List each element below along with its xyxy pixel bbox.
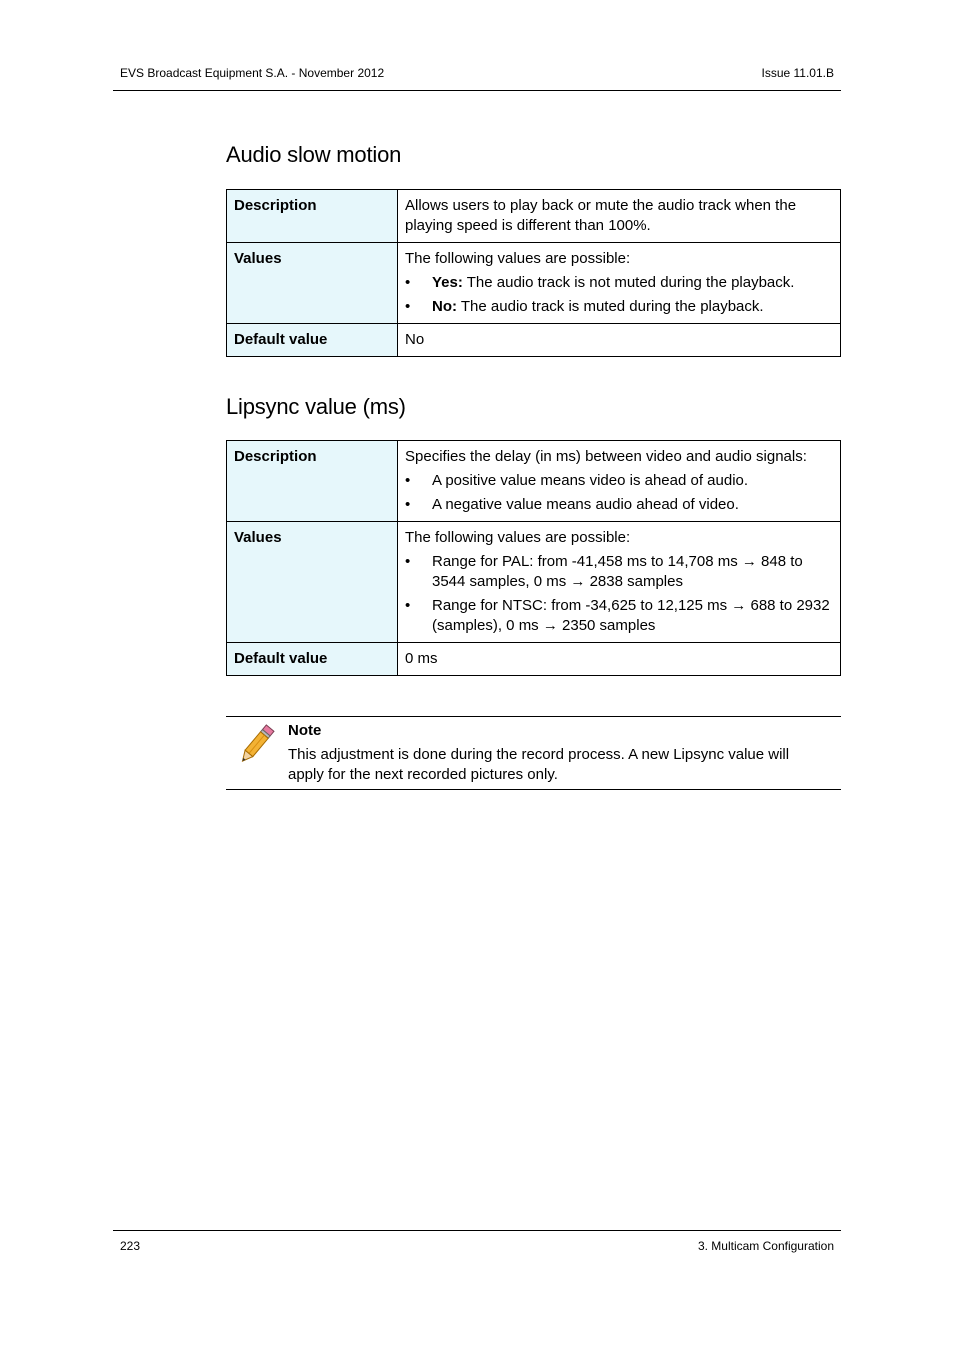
- item-text: The audio track is muted during the playback.: [457, 298, 764, 315]
- pencil-icon: [232, 721, 280, 769]
- item-term: Yes:: [432, 274, 463, 291]
- list-item: • Range for PAL: from -41,458 ms to 14,708 ms → 848 to 3544 samples, 0 ms → 2838 samples: [405, 552, 834, 592]
- list-item: [405, 273, 834, 293]
- row-value: [398, 522, 841, 643]
- header-issue: Issue 11.01.B: [761, 66, 834, 80]
- list-item: • A positive value means video is ahead of audio.: [405, 471, 834, 491]
- values-intro: The following values are possible:: [405, 529, 631, 546]
- audio-slow-motion-table: [226, 189, 841, 357]
- section-title-lipsync-value: Lipsync value (ms): [226, 394, 406, 419]
- description-intro: Specifies the delay (in ms) between video and audio signals:: [405, 448, 807, 465]
- row-key: Default value: [227, 643, 398, 676]
- table-row: [227, 522, 841, 643]
- row-key: Description: [227, 190, 398, 243]
- table-row: [227, 190, 841, 243]
- list-item: • Range for NTSC: from -34,625 to 12,125 ms → 688 to 2932 (samples), 0 ms → 2350 samples: [405, 596, 834, 636]
- row-key: Description: [227, 441, 398, 522]
- table-row: [227, 243, 841, 324]
- description-list: [405, 471, 834, 515]
- table-row: [227, 324, 841, 357]
- note-box: [226, 716, 841, 790]
- row-key: Values: [227, 243, 398, 324]
- note-text: This adjustment is done during the record process. A new Lipsync value will apply for the next recorded pictures only.: [288, 746, 790, 783]
- row-value: Allows users to play back or mute the audio track when the playing speed is different than 100%.: [398, 190, 841, 243]
- row-value: [398, 243, 841, 324]
- row-key: Values: [227, 522, 398, 643]
- item-term: No:: [432, 298, 457, 315]
- item-text: The audio track is not muted during the playback.: [462, 274, 795, 291]
- table-row: [227, 643, 841, 676]
- page-footer: [113, 1230, 841, 1253]
- page-header: [113, 64, 841, 91]
- values-list: [405, 552, 834, 636]
- section-title-audio-slow-motion: Audio slow motion: [226, 142, 402, 167]
- row-key: Default value: [227, 324, 398, 357]
- page-number: 223: [120, 1239, 141, 1253]
- list-item: [405, 297, 834, 317]
- footer-chapter: 3. Multicam Configuration: [697, 1239, 834, 1253]
- row-value: No: [398, 324, 841, 357]
- row-value: [398, 441, 841, 522]
- header-publisher: EVS Broadcast Equipment S.A. - November 2012: [120, 66, 385, 80]
- row-value: 0 ms: [398, 643, 841, 676]
- values-intro: The following values are possible:: [405, 250, 631, 267]
- note-title: Note: [288, 722, 322, 739]
- values-list: [405, 273, 834, 317]
- lipsync-value-table: [226, 440, 841, 676]
- list-item: • A negative value means audio ahead of video.: [405, 495, 834, 515]
- table-row: [227, 441, 841, 522]
